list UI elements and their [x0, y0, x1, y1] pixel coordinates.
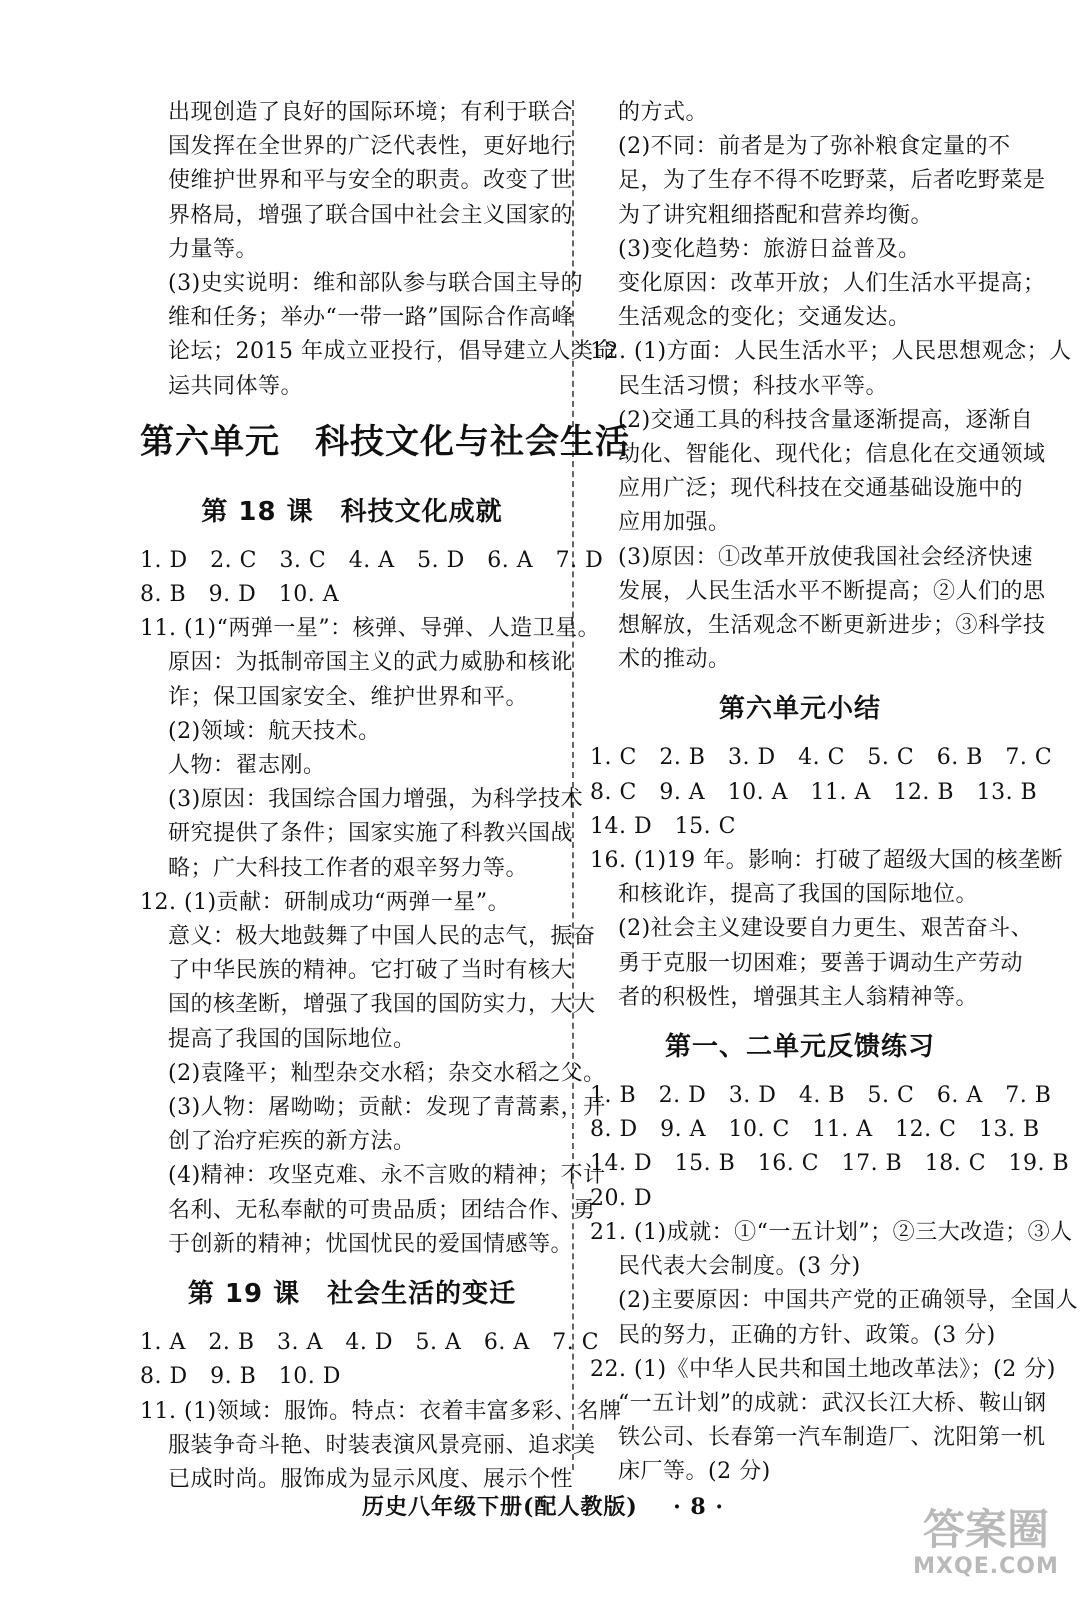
- answer-line: 人物：翟志刚。: [168, 753, 326, 779]
- answer-line: 动化、智能化、现代化；信息化在交通领域: [618, 442, 1046, 468]
- answer-line: 勇于克服一切困难；要善于调动生产劳动: [618, 950, 1024, 976]
- unit-title: 第六单元 科技文化与社会生活: [140, 421, 630, 462]
- answer-line: 12. (1)方面：人民生活水平；人民思想观念；人: [590, 339, 1072, 365]
- answer-line: 21. (1)成就：①“一五计划”；②三大改造；③人: [590, 1219, 1073, 1245]
- answer-line: 足，为了生存不得不吃野菜，后者吃野菜是: [618, 168, 1046, 194]
- answer-line: 民的努力，正确的方针、政策。(3 分): [618, 1322, 996, 1348]
- answer-line: 发展，人民生活水平不断提高；②人们的思: [618, 578, 1046, 604]
- answer-line: 了中华民族的精神。它打破了当时有核大: [168, 958, 574, 984]
- watermark-logo-text: 答案圈: [922, 1505, 1049, 1554]
- answer-line: 想解放，生活观念不断更新进步；③科学技: [618, 613, 1046, 639]
- answer-line: 1. D 2. C 3. C 4. A 5. D 6. A 7. D: [140, 547, 604, 573]
- site-watermark: [906, 1506, 1066, 1586]
- answer-line: 出现创造了良好的国际环境；有利于联合: [168, 100, 574, 125]
- section-heading: 第 18 课 科技文化成就: [201, 496, 503, 527]
- answer-line: (4)精神：攻坚克难、永不言败的精神；不计: [168, 1163, 606, 1189]
- answer-line: 原因：为抵制帝国主义的武力威胁和核讹: [168, 650, 574, 676]
- section-heading: 第 19 课 社会生活的变迁: [187, 1279, 517, 1310]
- answer-line: 者的积极性，增强其主人翁精神等。: [618, 984, 979, 1010]
- book-title: 历史八年级下册(配人教版): [361, 1494, 638, 1520]
- answer-line: 术的推动。: [618, 647, 731, 673]
- answer-line: 变化原因：改革开放；人们生活水平提高；: [618, 271, 1046, 297]
- answer-line: 名利、无私奉献的可贵品质；团结合作、勇: [168, 1197, 596, 1223]
- answer-line: 应用广泛；现代科技在交通基础设施中的: [618, 476, 1024, 502]
- answer-line: 创了治疗疟疾的新方法。: [168, 1129, 416, 1155]
- answer-line: 于创新的精神；忧国忧民的爱国情感等。: [168, 1231, 574, 1257]
- answer-line: 意义：极大地鼓舞了中国人民的志气，振奋: [168, 924, 596, 950]
- answer-line: 运共同体等。: [168, 373, 304, 399]
- answer-line: 研究提供了条件；国家实施了科教兴国战: [168, 821, 574, 847]
- answer-line: (2)袁隆平；籼型杂交水稻；杂交水稻之父。: [168, 1060, 606, 1086]
- answer-line: 8. D 9. A 10. C 11. A 12. C 13. B: [590, 1117, 1040, 1143]
- answer-line: (3)原因：我国综合国力增强，为科学技术: [168, 787, 584, 813]
- section-heading: 第六单元小结: [718, 694, 881, 725]
- answer-line: 民代表大会制度。(3 分): [618, 1254, 861, 1280]
- answer-line: 11. (1)“两弹一星”：核弹、导弹、人造卫星。: [140, 616, 601, 642]
- answer-line: 诈；保卫国家安全、维护世界和平。: [168, 684, 529, 710]
- answer-line: 生活观念的变化；交通发达。: [618, 305, 911, 331]
- answer-line: 20. D: [590, 1185, 653, 1211]
- answer-line: 服装争奇斗艳、时装表演风景亮丽、追求美: [168, 1432, 596, 1458]
- answer-line: (2)交通工具的科技含量逐渐提高，逐渐自: [618, 407, 1034, 433]
- answer-line: 为了讲究粗细搭配和营养均衡。: [618, 202, 934, 228]
- answer-line: (3)原因：①改革开放使我国社会经济快速: [618, 544, 1034, 570]
- answer-line: 提高了我国的国际地位。: [168, 1026, 416, 1052]
- answer-line: 16. (1)19 年。影响：打破了超级大国的核垄断: [590, 848, 1064, 874]
- answer-line: (2)领域：航天技术。: [168, 718, 381, 744]
- answer-line: 使维护世界和平与安全的职责。改变了世: [168, 168, 574, 194]
- answer-line: 维和任务；举办“一带一路”国际合作高峰: [168, 305, 574, 331]
- answer-line: (2)社会主义建设要自力更生、艰苦奋斗、: [618, 916, 1034, 942]
- answer-line: 22. (1)《中华人民共和国土地改革法》；(2 分): [590, 1356, 1056, 1382]
- page-number: · 8 ·: [673, 1494, 725, 1520]
- answer-line: 力量等。: [168, 236, 259, 262]
- answer-line: 8. D 9. B 10. D: [140, 1364, 341, 1390]
- answer-line: 8. B 9. D 10. A: [140, 582, 340, 608]
- answer-line: 界格局，增强了联合国中社会主义国家的: [168, 202, 574, 228]
- answer-line: 已成时尚。服饰成为显示风度、展示个性: [168, 1466, 574, 1492]
- answer-line: 8. C 9. A 10. A 11. A 12. B 13. B: [590, 779, 1038, 805]
- answer-line: 11. (1)领域：服饰。特点：衣着丰富多彩、名牌: [140, 1398, 622, 1424]
- answer-line: 1. A 2. B 3. A 4. D 5. A 6. A 7. C: [140, 1330, 600, 1356]
- answer-line: 论坛；2015 年成立亚投行，倡导建立人类命: [168, 339, 616, 365]
- answer-line: 应用加强。: [618, 510, 731, 536]
- answer-line: 14. D 15. C: [590, 813, 736, 839]
- answer-line: 和核讹诈，提高了我国的国际地位。: [618, 882, 979, 908]
- answer-line: (3)史实说明：维和部队参与联合国主导的: [168, 271, 584, 297]
- answer-line: (3)变化趋势：旅游日益普及。: [618, 236, 921, 262]
- answer-line: 床厂等。(2 分): [618, 1459, 771, 1485]
- watermark-url: MXQE.COM: [913, 1554, 1059, 1579]
- answer-line: “一五计划”的成就：武汉长江大桥、鞍山钢: [618, 1390, 1047, 1416]
- answer-line: 民生活习惯；科技水平等。: [618, 373, 889, 399]
- section-heading: 第一、二单元反馈练习: [664, 1032, 935, 1063]
- answer-line: 的方式。: [618, 100, 709, 125]
- answer-line: 铁公司、长春第一汽车制造厂、沈阳第一机: [618, 1425, 1046, 1451]
- answer-line: (2)主要原因：中国共产党的正确领导，全国人: [618, 1288, 1079, 1314]
- answer-line: (2)不同：前者是为了弥补粮食定量的不: [618, 134, 1011, 160]
- answer-line: 12. (1)贡献：研制成功“两弹一星”。: [140, 889, 511, 915]
- answer-line: 国发挥在全世界的广泛代表性，更好地行: [168, 134, 574, 160]
- answer-line: (3)人物：屠呦呦；贡献：发现了青蒿素，开: [168, 1095, 606, 1121]
- answer-line: 1. B 2. D 3. D 4. B 5. C 6. A 7. B: [590, 1083, 1052, 1109]
- answer-line: 略；广大科技工作者的艰辛努力等。: [168, 855, 529, 881]
- answer-line: 14. D 15. B 16. C 17. B 18. C 19. B: [590, 1151, 1070, 1177]
- right-column: [590, 96, 1079, 1490]
- answer-line: 国的核垄断，增强了我国的国防实力，大大: [168, 992, 596, 1018]
- answer-line: 1. C 2. B 3. D 4. C 5. C 6. B 7. C: [590, 745, 1053, 771]
